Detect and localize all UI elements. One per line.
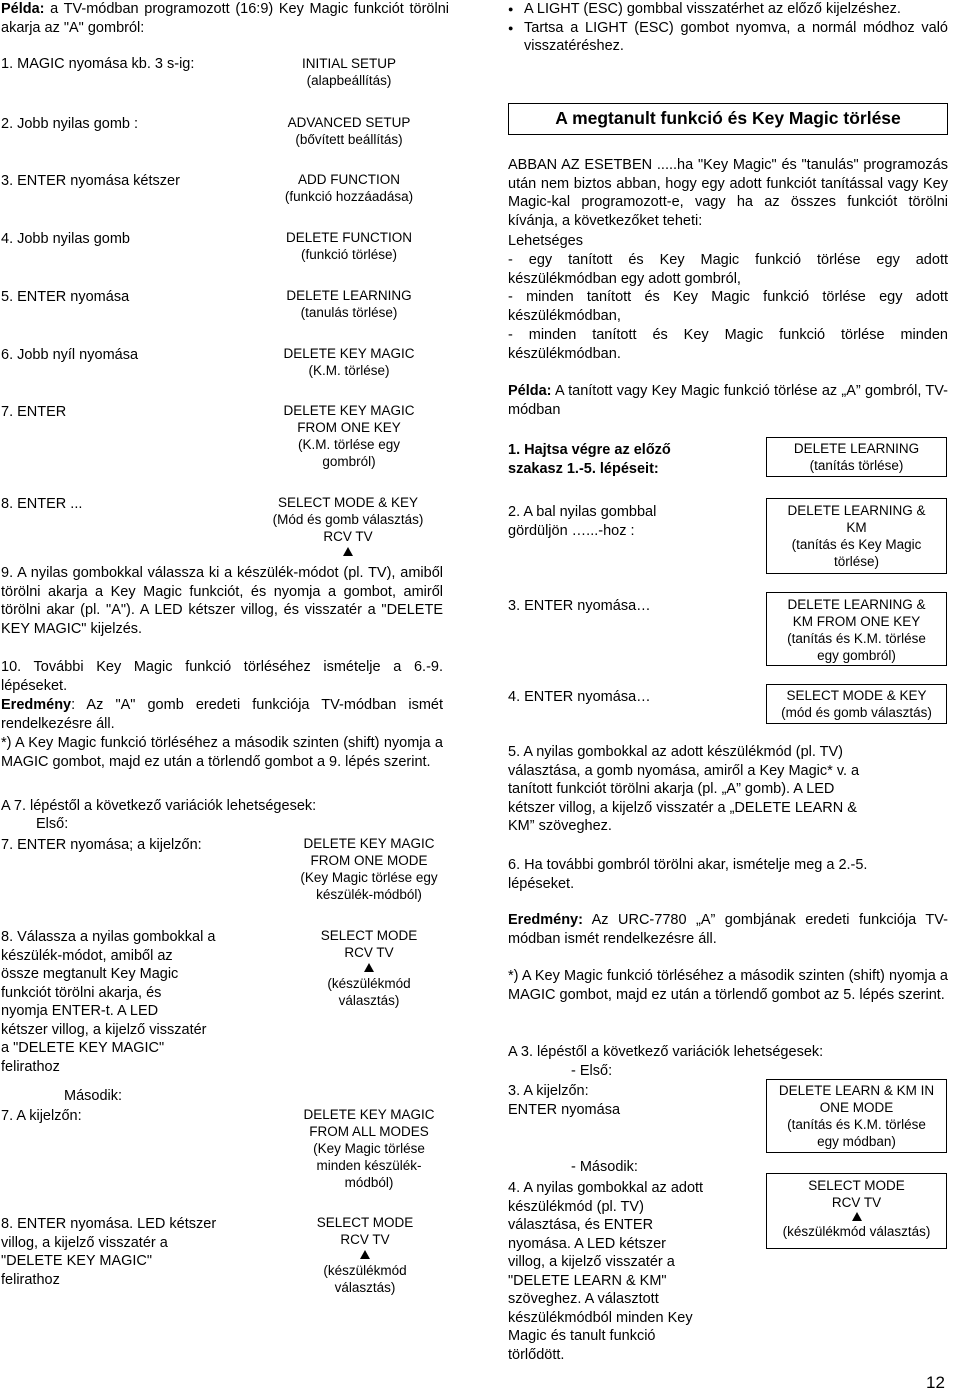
- lcd-delete-km-from-one-key: DELETE KEY MAGIC FROM ONE KEY (K.M. törlése egy gombról): [283, 403, 415, 469]
- variant-b-step-8: 8. ENTER nyomása. LED kétszer villog, a kijelző visszatér a "DELETE KEY MAGIC" felirathoz: [1, 1216, 217, 1288]
- lcd-select-mode-1: SELECT MODE RCV TV (készülékmód választás): [320, 928, 418, 1008]
- right-step-2: 2. A bal nyilas gombbal gördüljön …...-hoz :: [508, 504, 657, 539]
- variant-b-step-7: 7. A kijelzőn:: [1, 1108, 82, 1124]
- right-step-1: 1. Hajtsa végre az előző szakasz 1.-5. lépéseit:: [508, 442, 671, 477]
- bullet-item: ● Tartsa a LIGHT (ESC) gombot nyomva, a normál módhoz való visszatéréshez.: [508, 19, 948, 56]
- step-2: 2. Jobb nyilas gomb :: [1, 116, 139, 132]
- section-heading: A megtanult funkció és Key Magic törlése: [508, 103, 948, 135]
- option-2: - minden tanított és Key Magic funkció törlése egy adott készülékmódban,: [508, 289, 948, 324]
- result-paragraph: Eredmény: Az "A" gomb eredeti funkciója TV-módban ismét rendelkezésre áll.: [1, 697, 443, 732]
- variants-intro: A 7. lépéstől a következő variációk lehetségesek:: [1, 798, 317, 814]
- lcd-add-function: ADD FUNCTION (funkció hozzáadása): [284, 172, 414, 204]
- lcd-delete-km-from-all-modes: DELETE KEY MAGIC FROM ALL MODES (Key Magic törlése minden készülék- módból): [303, 1107, 435, 1190]
- right-result-label: Eredmény:: [508, 912, 583, 928]
- step-4: 4. Jobb nyilas gomb: [1, 231, 130, 247]
- right-step-6: 6. Ha további gombról törölni akar, ismételje meg a 2.-5. lépéseket.: [508, 857, 868, 892]
- right-variants-intro: A 3. lépéstől a következő variációk lehetségesek:: [508, 1044, 824, 1060]
- intro-text: a TV-módban programozott (16:9) Key Magic funkciót törölni akarja az "A" gombról:: [1, 1, 449, 36]
- lcd-delete-km-from-one-mode: DELETE KEY MAGIC FROM ONE MODE (Key Magic törlése egy készülék-módból): [300, 836, 438, 902]
- step-7: 7. ENTER: [1, 404, 67, 420]
- intro-label: Példa:: [1, 1, 45, 17]
- step-6: 6. Jobb nyíl nyomása: [1, 347, 139, 363]
- lcd-select-mode-key: SELECT MODE & KEY (Mód és gomb választás) RCV TV: [248, 494, 448, 559]
- display-delete-learn-km-one-mode: DELETE LEARN & KM IN ONE MODE (tanítás és K.M. törlése egy módban): [766, 1079, 947, 1153]
- variant-step-8: 8. Válassza a nyilas gombokkal a készülék-módot, amiből az össze megtanult Key Magic funkciót törölni akarja, és nyomja ENTER-t. A LED kétszer villog, a kijelző visszatér a "DELETE KEY MAGIC" felirathoz: [1, 929, 216, 1075]
- step-3: 3. ENTER nyomása kétszer: [1, 173, 180, 189]
- right-second-label: - Második:: [571, 1159, 638, 1175]
- lcd-advanced-setup: ADVANCED SETUP (bővített beállítás): [287, 115, 411, 147]
- up-arrow-icon: [343, 547, 353, 556]
- result-label: Eredmény: [1, 697, 72, 713]
- option-3: - minden tanított és Key Magic funkció törlése minden készülékmódban.: [508, 327, 948, 362]
- display-delete-learning-km-one-key: DELETE LEARNING & KM FROM ONE KEY (tanítás és K.M. törlése egy gombról): [766, 592, 947, 666]
- step-1: 1. MAGIC nyomása kb. 3 s-ig:: [1, 56, 195, 72]
- step-5: 5. ENTER nyomása: [1, 289, 130, 305]
- second-variant-label: Második:: [64, 1088, 123, 1104]
- display-delete-learning-km: DELETE LEARNING & KM (tanítás és Key Magic törlése): [766, 498, 947, 574]
- right-result-paragraph: Eredmény: Az URC-7780 „A” gombjának eredeti funkciója TV-módban ismét rendelkezésre áll.: [508, 912, 948, 947]
- right-step-4: 4. ENTER nyomása…: [508, 689, 651, 705]
- right-variant-step-3: 3. A kijelzőn: ENTER nyomása: [508, 1083, 621, 1118]
- esc-bullet-list: [508, 0, 948, 56]
- right-step-3: 3. ENTER nyomása…: [508, 598, 651, 614]
- right-step-5: 5. A nyilas gombokkal az adott készülékmód (pl. TV) választása, a gomb nyomása, amiről a Key Magic* v. a tanított funkciót törölni akarja (pl. „A” gomb). A LED kétszer villog, a kijelző visszatér a „DELETE LEARN & KM” szöveghez.: [508, 744, 860, 834]
- right-variant-step-4: 4. A nyilas gombokkal az adott készülékmód (pl. TV) választása, és ENTER nyomása. A LED kétszer villog, a kijelző visszatér a "DELETE LEARN & KM" szöveghez. A választott készülékmódból minden Key Magic és tanult funkció törlődött.: [508, 1180, 704, 1363]
- step-9-paragraph: 9. A nyilas gombokkal válassza ki a készülék-módot (pl. TV), amiből törölni akarja a Key Magic funkciót, és nyomja a gombot, amiről törölni akar (pl. "A"). A LED kétszer villog, és visszatér a "DELETE KEY MAGIC" kijelzés.: [1, 565, 443, 637]
- up-arrow-icon: [364, 963, 374, 972]
- example-paragraph: Példa: A tanított vagy Key Magic funkció törlése az „A” gombról, TV-módban: [508, 383, 948, 418]
- page-number: 12: [926, 1373, 945, 1392]
- variant-step-7: 7. ENTER nyomása; a kijelzőn:: [1, 837, 202, 853]
- right-shift-note: *) A Key Magic funkció törléséhez a második szinten (shift) nyomja a MAGIC gombot, majd ez után a törlendő gombot az 5. lépés szerint.: [508, 968, 948, 1003]
- step-8: 8. ENTER ...: [1, 496, 83, 512]
- lcd-delete-key-magic: DELETE KEY MAGIC (K.M. törlése): [283, 346, 415, 378]
- lcd-delete-learning: DELETE LEARNING (tanulás törlése): [286, 288, 412, 320]
- step-10-paragraph: 10. További Key Magic funkció törléséhez ismételje a 6.-9. lépéseket.: [1, 659, 443, 694]
- lcd-delete-function: DELETE FUNCTION (funkció törlése): [285, 230, 412, 262]
- intro-paragraph: [1, 0, 449, 37]
- shift-note: *) A Key Magic funkció törléséhez a második szinten (shift) nyomja a MAGIC gombot, majd ez után a törlendő gombot a 9. lépés szerint.: [1, 735, 443, 770]
- first-variant-label: Első:: [36, 816, 69, 832]
- intro-paragraph-right: ABBAN AZ ESETBEN .....ha "Key Magic" és "tanulás" programozás után nem biztos abban, hogy egy adott funkciót tanítással vagy Key Magic-kal programozott-e, vagy ha az összes funkciót törölni kívánja, a következőket teheti:: [508, 157, 948, 229]
- bullet-item: ● A LIGHT (ESC) gombbal visszatérhet az előző kijelzéshez.: [508, 0, 948, 19]
- right-first-label: - Első:: [571, 1063, 613, 1079]
- display-delete-learning: DELETE LEARNING (tanítás törlése): [766, 437, 947, 477]
- possible-label: Lehetséges: [508, 233, 583, 249]
- up-arrow-icon: [852, 1212, 862, 1221]
- display-select-mode-rcv: SELECT MODE RCV TV (készülékmód választás): [766, 1173, 947, 1249]
- display-select-mode-key: SELECT MODE & KEY (mód és gomb választás): [766, 684, 947, 724]
- option-1: - egy tanított és Key Magic funkció törlése egy adott készülékmódban egy adott gombról,: [508, 252, 948, 287]
- example-label: Példa:: [508, 383, 552, 399]
- lcd-select-mode-2: SELECT MODE RCV TV (készülékmód választás): [316, 1215, 414, 1295]
- lcd-initial-setup: INITIAL SETUP (alapbeállítás): [301, 56, 397, 88]
- up-arrow-icon: [360, 1250, 370, 1259]
